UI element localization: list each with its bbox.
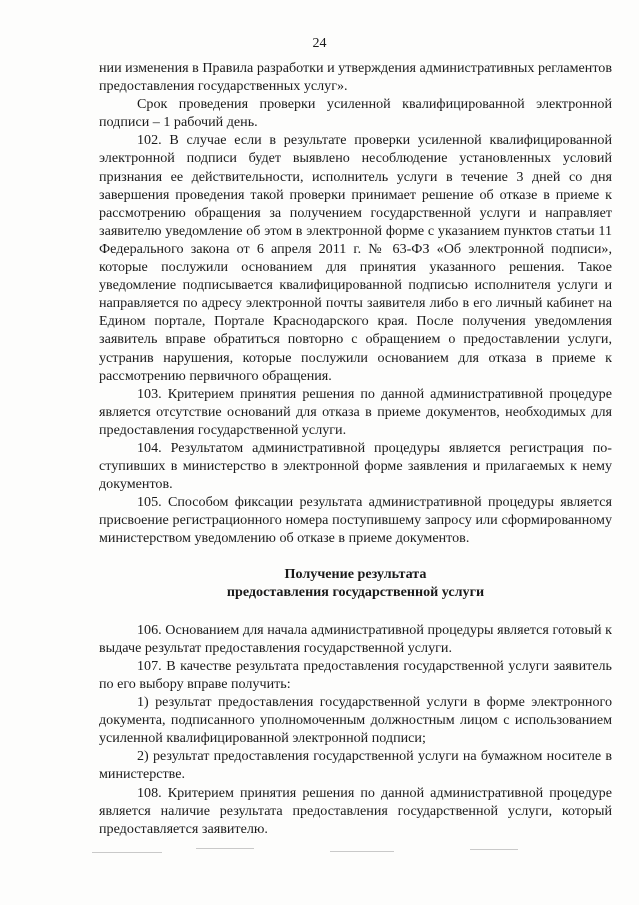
paragraph-107: 107. В качестве результата предоставления государственной услуги заявитель по его выбору вправе получить:: [99, 657, 612, 692]
scan-speck: [92, 852, 162, 853]
paragraph-verification-term: Срок проведения проверки усиленной квалифицированной электронной подписи – 1 рабочий день.: [99, 96, 612, 131]
paragraph-107-option-1: 1) результат предоставления государственной услуги в форме электронного документа, подписанного уполномоченным должностным лицом с использованием усиленной квалифицированной электронной подписи;: [99, 694, 612, 747]
page-number: 24: [312, 36, 327, 51]
scan-speck: [470, 849, 518, 850]
paragraph-106: 106. Основанием для начала административной процедуры является готовый к выдаче результат предоставления государственной услуги.: [99, 621, 612, 656]
section-heading-line-2: предоставления государственной услуги: [226, 583, 485, 600]
paragraph-108: 108. Критерием принятия решения по данной административной процедуре является наличие результата предоставления государственной услуги, который предоставляется заявителю.: [99, 784, 612, 837]
paragraph-107-option-2: 2) результат предоставления государственной услуги на бумажном носителе в министерстве.: [99, 748, 612, 783]
paragraph-104: 104. Результатом административной процедуры является регистрация поступивших в министерство в электронной форме заявления и прилагаемых к нему документов.: [99, 439, 612, 493]
scan-speck: [196, 848, 254, 849]
scan-speck: [330, 851, 394, 852]
paragraph-103: 103. Критерием принятия решения по данной административной процедуре является отсутствие оснований для отказа в приеме документов, необходимых для предоставления государственной услуги.: [99, 385, 612, 438]
paragraph-102: 102. В случае если в результате проверки усиленной квалифицированной электронной подписи будет выявлено несоблюдение установленных условий признания ее действительности, исполнитель услуги в течение 3 дней со дня завершения проведения такой проверки принимает решение об отказе в приеме к рассмотрению обращения за получением государственной услуги и направляет заявителю уведомление об этом в электронной форме с указанием пунктов статьи 11 Федерального закона от 6 апреля 2011 г. № 63-ФЗ «Об электронной подписи», которые послужили основанием для принятия указанного решения. Такое уведомление подписывается квалифицированной подписью исполнителя услуги и направляется по адресу электронной почты заявителя либо в его личный кабинет на Едином портале, Портале Краснодарского края. После получения уведомления заявитель вправе обратиться повторно с обращением о предоставлении услуги, устранив нарушения, которые послужили основанием для отказа в приеме к рассмотрению первичного обращения.: [99, 132, 612, 384]
paragraph-105: 105. Способом фиксации результата административной процедуры является присвоение регистрационного номера поступившему запросу или сформированному министерством уведомлению об отказе в приеме документов.: [99, 494, 612, 547]
paragraph-continuation: нии изменения в Правила разработки и утверждения административных регламентов предоставления государственных услуг».: [99, 60, 612, 95]
document-body: [99, 59, 612, 838]
section-heading-line-1: Получение результата: [284, 565, 427, 582]
section-heading: [99, 565, 612, 601]
